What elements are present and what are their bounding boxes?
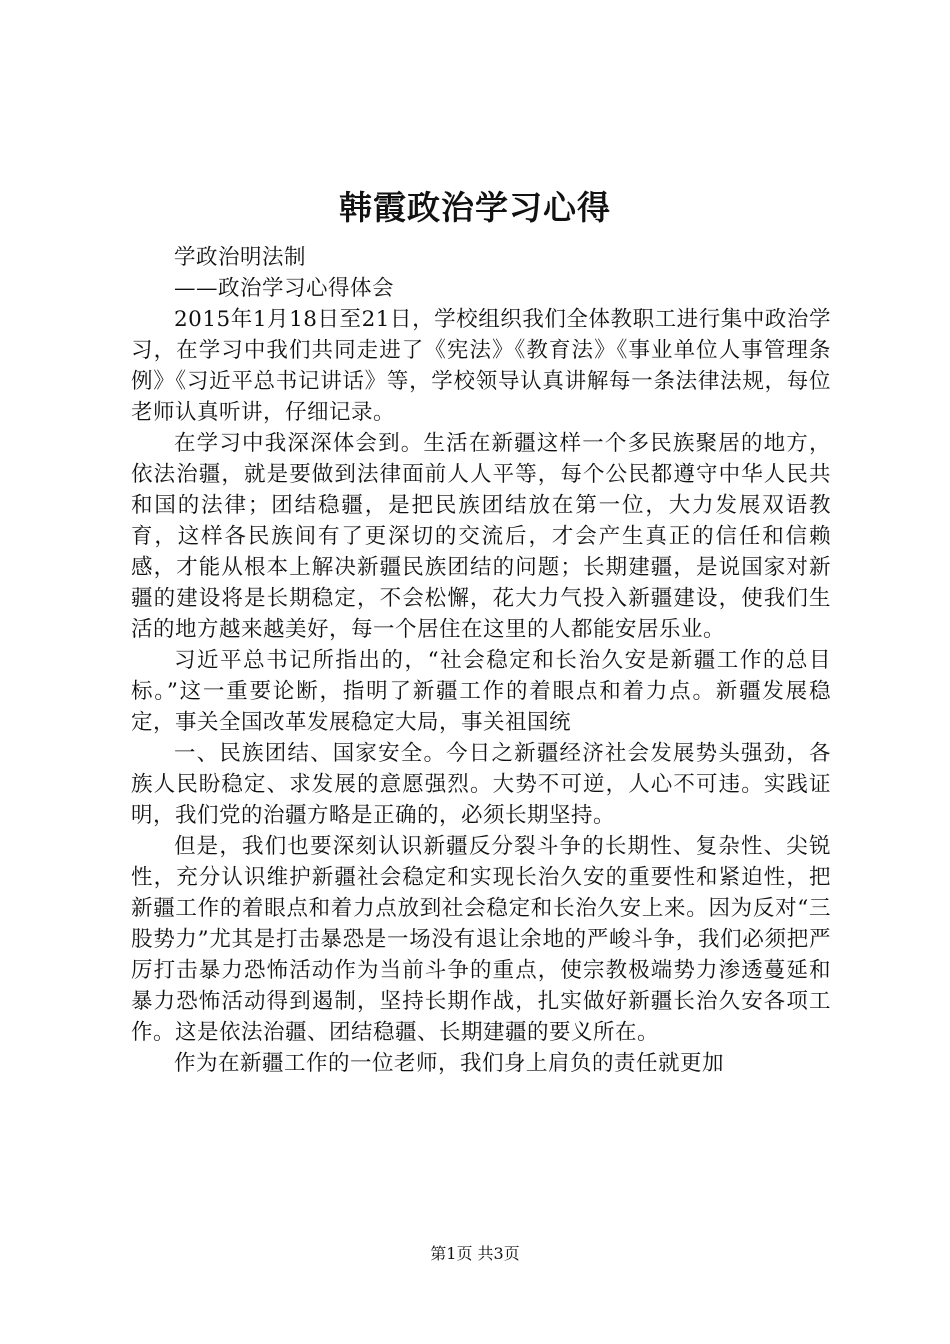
paragraph-3: 习近平总书记所指出的，“社会稳定和长治久安是新疆工作的总目标。”这一重要论断，指明了新疆工作的着眼点和着力点。新疆发展稳定，事关全国改革发展稳定大局，事关祖国统 [131,648,831,735]
paragraph-6: 作为在新疆工作的一位老师，我们身上肩负的责任就更加 [174,1051,725,1076]
paragraph-5: 但是，我们也要深刻认识新疆反分裂斗争的长期性、复杂性、尖锐性，充分认识维护新疆社会稳定和实现长治久安的重要性和紧迫性，把新疆工作的着眼点和着力点放到社会稳定和长治久安上来。因为反对“三股势力”尤其是打击暴恐是一场没有退让余地的严峻斗争，我们必须把严厉打击暴力恐怖活动作为当前斗争的重点，使宗教极端势力渗透蔓延和暴力恐怖活动得到遏制，坚持长期作战，扎实做好新疆长治久安各项工作。这是依法治疆、团结稳疆、长期建疆的要义所在。 [131,834,831,1045]
paragraph-2: 在学习中我深深体会到。生活在新疆这样一个多民族聚居的地方，依法治疆，就是要做到法律面前人人平等，每个公民都遵守中华人民共和国的法律；团结稳疆，是把民族团结放在第一位，大力发展双语教育，这样各民族间有了更深切的交流后，才会产生真正的信任和信赖感，才能从根本上解决新疆民族团结的问题；长期建疆，是说国家对新疆的建设将是长期稳定，不会松懈，花大力气投入新疆建设，使我们生活的地方越来越美好，每一个居住在这里的人都能安居乐业。 [131,431,831,642]
document-body [131,242,831,1079]
subtitle-line-2: ——政治学习心得体会 [174,276,395,301]
paragraph-4: 一、民族团结、国家安全。今日之新疆经济社会发展势头强劲，各族人民盼稳定、求发展的意愿强烈。大势不可逆，人心不可违。实践证明，我们党的治疆方略是正确的，必须长期坚持。 [131,741,831,828]
document-title: 韩霞政治学习心得 [339,188,611,227]
subtitle-line-1: 学政治明法制 [174,245,307,270]
page-number-footer: 第1页 共3页 [430,1244,520,1263]
paragraph-1: 2015年1月18日至21日，学校组织我们全体教职工进行集中政治学习，在学习中我们共同走进了《宪法》《教育法》《事业单位人事管理条例》《习近平总书记讲话》等，学校领导认真讲解每一条法律法规，每位老师认真听讲，仔细记录。 [131,307,831,425]
